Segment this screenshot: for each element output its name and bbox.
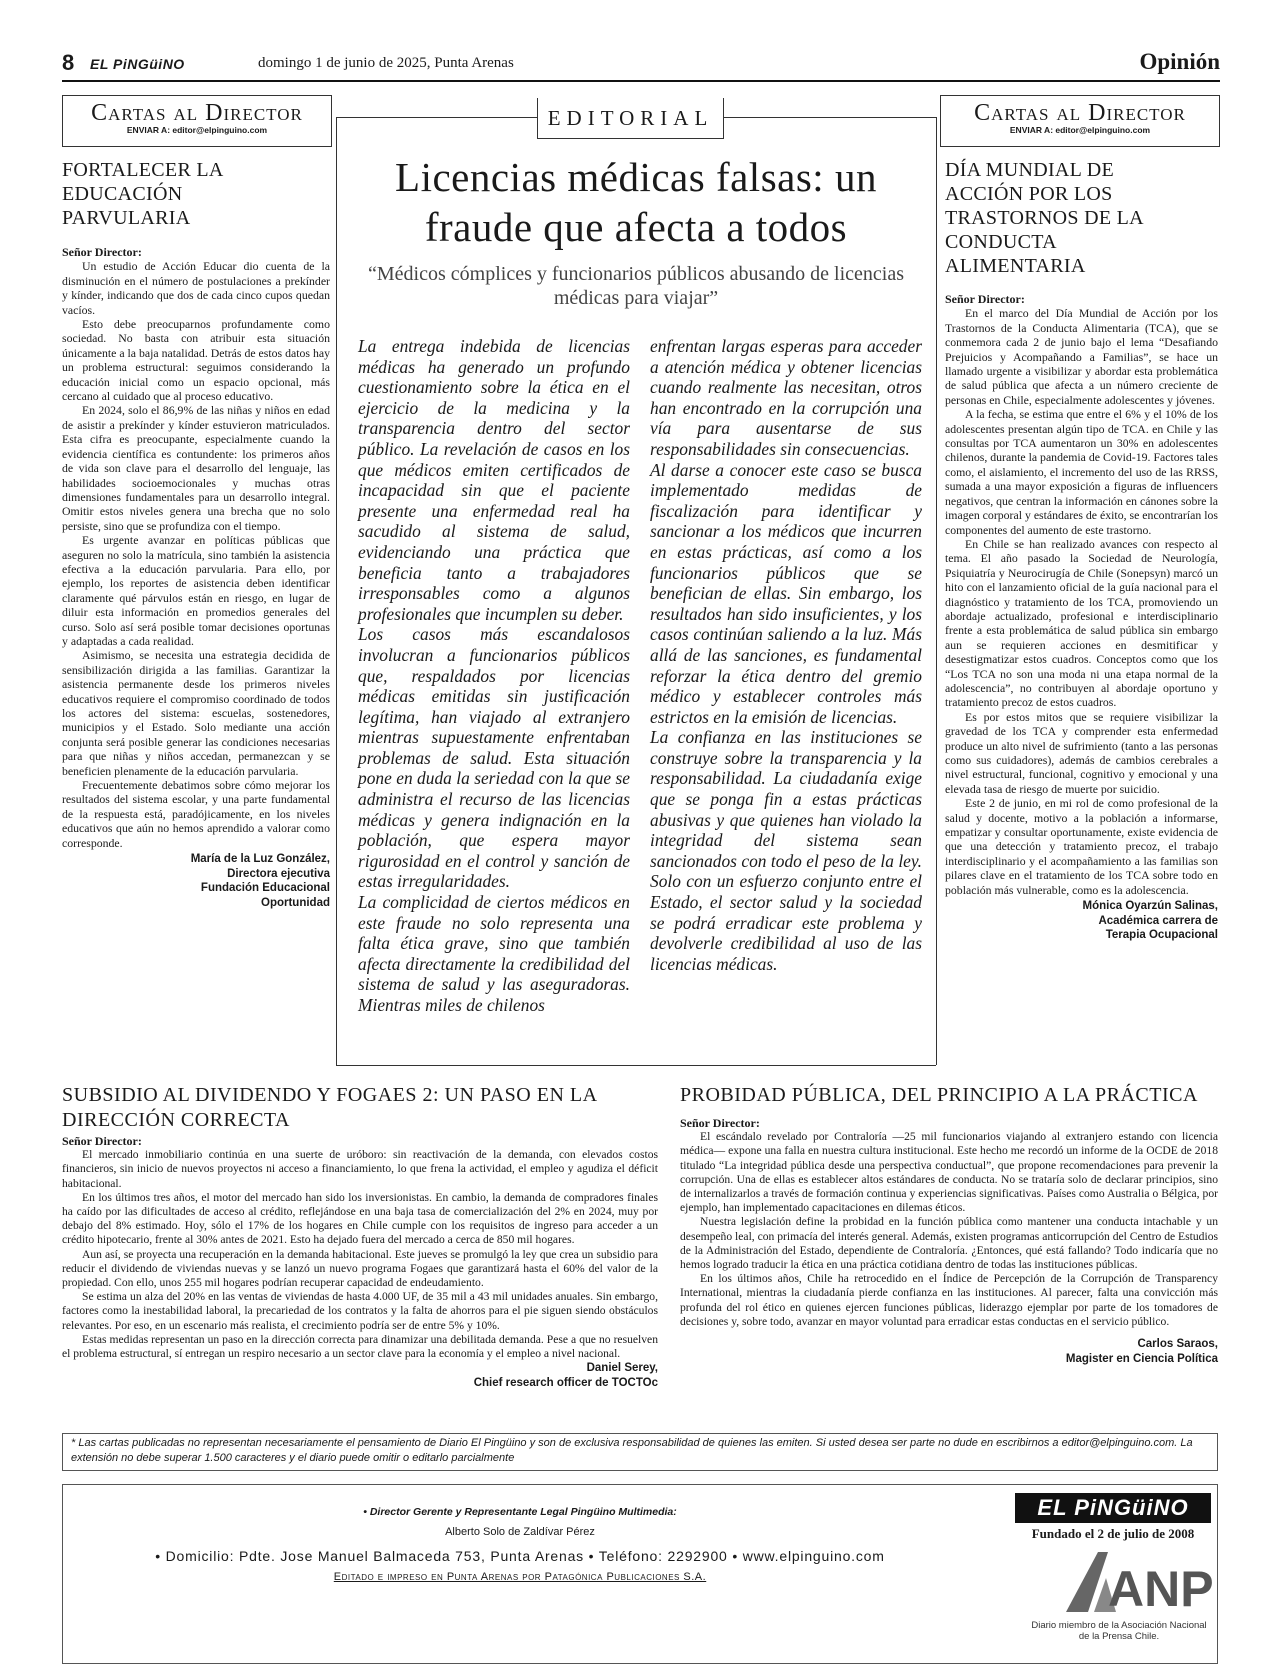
paragraph: enfrentan largas esperas para acceder a atención médica y obtener licencias cuando realmente las necesitan, otros han encontrado en la corrupción una vía para ausentarse de sus responsabilidades sin consecuencias. [650,336,922,459]
cartas-email[interactable]: ENVIAR A: editor@elpinguino.com [1009,125,1151,135]
signature-line: Fundación Educacional [200,882,330,895]
letter-body-right [945,292,1218,943]
paragraph: A la fecha, se estima que entre el 6% y el 10% de los adolescentes presentan algún tipo de TCA. en Chile y las consultas por TCA aumentaron un 30% en adolescentes chilenos, durante la pandemia de Covid-19. Factores tales como, el aislamiento, el incremento del uso de las RRSS, sumada a una mayor exposición a figuras de influencers negativos, que centran la información en cánones sobre la imagen corporal y estándares de éxito, se encontrarían los componentes del aumento de este trastorno. [945,407,1218,537]
paragraph: Esto debe preocuparnos profundamente como sociedad. No basta con atribuir esta situación únicamente a la baja natalidad. Detrás de estos datos hay un problema estructural: seguimos considerando la educación inicial como un espacio opcional, más cercano al cuidado que al proceso educativo. [62,317,330,404]
signature-line: Chief research officer de TOCTOc [473,1376,658,1389]
paragraph: Frecuentemente debatimos sobre cómo mejorar los resultados del sistema escolar, y una parte fundamental de la respuesta está, paradójicamente, en los niveles educativos que aún no hemos aprendido a valorar como corresponde. [62,778,330,850]
editorial-column-1 [358,336,630,1016]
cartas-title: Cartas al Director [974,100,1186,126]
anp-logo-icon [1058,1548,1214,1617]
paragraph: Se estima un alza del 20% en las ventas de viviendas de hasta 4.000 UF, de 35 mil a 43 mil unidades anuales. Sin embargo, factores como la inestabilidad laboral, la precariedad de los contratos y la falta de ahorros para el pie siguen siendo obstáculos relevantes. Por eso, en un escenario más realista, el crecimiento podría ser de entre 5% y 10%. [62,1290,658,1332]
paragraph: Asimismo, se necesita una estrategia decidida de sensibilización dirigida a las familias. Garantizar la asistencia permanente desde los primeros niveles educativos requiere el compromiso coordinado de todos los actores del sistema: escuelas, sostenedores, municipios y el Estado. Solo mediante una acción conjunta será posible generar las condiciones necesarias para que niñas y niños accedan, permanezcan y se beneficien plenamente de la educación parvularia. [62,648,330,778]
salutation: Señor Director: [62,245,142,259]
anp-caption: Diario miembro de la Asociación Nacional de la Prensa Chile. [1031,1620,1207,1642]
paragraph: Es por estos mitos que se requiere visibilizar la gravedad de los TCA y comprender esta enfermedad produce un alto nivel de sufrimiento (tanto a las personas como sus cuidadores), además de cambios cerebrales a nivel estructural, funcional, cognitivo y emocional y una elevada tasa de riesgo de muerte por suicidio. [945,709,1218,796]
editorial-label: EDITORIAL [537,98,724,139]
signature-name: Carlos Saraos, [1137,1338,1218,1351]
signature [945,899,1218,943]
anp-logo-text: ANP [1108,1561,1214,1617]
letter-title: PROBIDAD PÚBLICA, DEL PRINCIPIO A LA PRÁCTICA [680,1084,1198,1106]
signature-name: Mónica Oyarzún Salinas, [1082,900,1218,913]
paragraph: En los últimos años, Chile ha retrocedido en el Índice de Percepción de la Corrupción de Transparency International, mientras la ciudadanía pierde confianza en las instituciones. Al parecer, falta una convicción más profunda del rol ético en quienes ejercen funciones públicas, liderazgo ejemplar por parte de los tomadores de decisiones y, sobre todo, avanzar en mayor voluntad para erradicar estas conductas en el servicio público. [680,1272,1218,1328]
page-header [62,50,1220,82]
paragraph: El escándalo revelado por Contraloría —25 mil funcionarios viajando al extranjero estando con licencia médica— expone una falla en nuestra cultura institucional. Este hecho me recordó un informe de la OCDE de 2018 titulado “La integridad pública desde una perspectiva conductual”, que propone recomendaciones para prevenir la corrupción. Una de ellas es establecer altos estándares de conducta. No se trataría solo de declarar principios, sino de internalizarlos a través de formación continua y experiencias significativas. Países como Australia o Bélgica, por ejemplo, han implementado capacitaciones en dilemas éticos. [680,1130,1218,1215]
paragraph: La entrega indebida de licencias médicas ha generado un profundo cuestionamiento sobre la ética en el ejercicio de la medicina y la transparencia dentro del sector público. La revelación de casos en los que médicos emiten certificados de incapacidad sin que el paciente presente una enfermedad real ha sacudido al sistema de salud, evidenciando una práctica que beneficia tanto a trabajadores irresponsables como a algunos profesionales que incumplen su deber. [358,336,630,624]
issue-date: domingo 1 de junio de 2025, Punta Arenas [258,55,514,71]
letter-title: DÍA MUNDIAL DE ACCIÓN POR LOS TRASTORNOS DE LA CONDUCTA ALIMENTARIA [945,159,1143,277]
cartas-header-left [62,95,332,147]
letter-title: FORTALECER LA EDUCACIÓN PARVULARIA [62,159,223,229]
paragraph: La confianza en las instituciones se construye sobre la transparencia y la responsabilidad. La ciudadanía exige que se ponga fin a estas prácticas abusivas y que quienes han violado la integridad del sistema sean sancionados con todo el peso de la ley. Solo con un esfuerzo conjunto entre el Estado, el sector salud y la sociedad se podrá erradicar este problema y devolverle credibilidad al uso de las licencias médicas. [650,727,922,974]
cartas-email[interactable]: ENVIAR A: editor@elpinguino.com [126,125,268,135]
paragraph: En 2024, solo el 86,9% de las niñas y niños en edad de asistir a prekínder y kínder estuvieron matriculados. Esta cifra es preocupante, especialmente cuando la evidencia científica es contundente: los primeros años de vida son clave para el desarrollo del lenguaje, las habilidades socioemocionales y muchas otras dimensiones fundamentales para un desarrollo integral. Omitir estos niveles genera una brecha que no solo persiste, sino que se profundiza con el tiempo. [62,403,330,533]
paragraph: Es urgente avanzar en políticas públicas que aseguren no solo la matrícula, sino también la asistencia efectiva a la educación parvularia. Para ello, por ejemplo, los reportes de asistencia deben identificar claramente qué párvulos están en riesgo, en lugar de diluir esta información en promedios generales del curso. Solo así será posible tomar decisiones oportunas y adaptadas a cada realidad. [62,533,330,648]
salutation: Señor Director: [945,292,1025,306]
paragraph: Este 2 de junio, en mi rol de como profesional de la salud y docente, motivo a la población a informarse, empatizar y consultar oportunamente, existe evidencia de que una detección y tratamiento precoz, el trabajo interdisciplinario y el acompañamiento a las familias son pilares clave en el tratamiento de los TCA sobre todo en población más vulnerable, como es la adolescencia. [945,796,1218,897]
signature-line: Oportunidad [261,896,330,909]
letter-body-bottom-right [680,1116,1218,1366]
paragraph: La complicidad de ciertos médicos en este fraude no solo representa una falta ética grave, sino que también afecta directamente la credibilidad del sistema de salud y las aseguradoras. Mientras miles de chilenos [358,892,630,1015]
footer-address: • Domicilio: Pdte. Jose Manuel Balmaceda 753, Punta Arenas • Teléfono: 2292900 • www.elpinguino.com [155,1548,885,1564]
signature-name: Daniel Serey, [586,1362,658,1375]
page-number: 8 [62,50,75,75]
disclaimer: * Las cartas publicadas no representan necesariamente el pensamiento de Diario El Pingüino y son de exclusiva responsabilidad de quienes las emiten. Si usted desea ser parte no dude en escribirnos a editor@elpinguino.com. La extensión no debe superar 1.500 caracteres y el diario puede omitir o editarlo parcialmente [62,1433,1218,1471]
footer-director-name: Alberto Solo de Zaldívar Pérez [445,1526,595,1538]
cartas-title: Cartas al Director [91,100,303,126]
paragraph: Estas medidas representan un paso en la dirección correcta para dinamizar una debilitada demanda. Pese a que no resuelven el problema estructural, sí entregan un respiro necesario a un sector clave para la economía y el empleo a nivel nacional. [62,1332,658,1361]
editorial-bottom-rule [336,1065,936,1066]
editorial-left-rule [336,117,337,1065]
paragraph: En los últimos tres años, el motor del mercado han sido los inversionistas. En cambio, la demanda de compradores finales ha caído por las dificultades de acceso al crédito, reflejándose en una baja tasa de comercialización del 2% en 2024, muy por debajo del 8% estimado. Hoy, sólo el 17% de los hogares en Chile cumple con los requisitos de ingreso para acceder a un crédito hipotecario, frente al 30% antes de 2021. Esto ha dejado fuera del mercado a cerca de 850 mil hogares. [62,1190,658,1247]
editorial-title: Licencias médicas falsas: un fraude que afecta a todos [395,154,877,250]
footer-logo: EL PiNGüiNO [1015,1493,1211,1523]
signature-line: Magister en Ciencia Política [1065,1352,1218,1365]
paragraph: Al darse a conocer este caso se busca implementado medidas de fiscalización para identificar y sancionar a los médicos que incurren en estas prácticas, así como a los funcionarios públicos que se benefician de ellas. Sin embargo, los resultados han sido insuficientes, y los casos continúan saliendo a la luz. Más allá de las sanciones, es fundamental reforzar la ética dentro del gremio médico y establecer controles más estrictos en la emisión de licencias. [650,459,922,727]
signature-line: Académica carrera de [1098,914,1218,927]
signature [62,1361,658,1390]
paragraph: En Chile se han realizado avances con respecto al tema. El año pasado la Sociedad de Neurología, Psiquiatría y Neurocirugía de Chile (Sonepsyn) marcó un hito con el lanzamiento oficial de la guía nacional para el diagnóstico y tratamiento de los TCA, promoviendo un abordaje actualizado, profesional e interdisciplinario frente a esta problemática de salud pública sin embargo aun se requieren acciones en desmitificar y desestigmatizar estos cuadros. Conceptos como que los “Los TCA no son una moda ni una etapa normal de la adolescencia”, no contribuyen al abordaje oportuno y tratamiento precoz de estos cuadros. [945,536,1218,710]
letter-body-left [62,245,330,910]
signature-line: Directora ejecutiva [227,867,330,880]
signature [680,1337,1218,1366]
signature-name: María de la Luz González, [190,853,330,866]
footer-founded: Fundado el 2 de julio de 2008 [1031,1526,1195,1541]
paragraph: El mercado inmobiliario continúa en una suerte de uróboro: sin reactivación de la demanda, con elevados costos financieros, sin inicio de nuevos proyectos ni acceso a financiamiento, lo que frena la actividad, el empleo y agudiza el déficit habitacional. [62,1148,658,1190]
salutation: Señor Director: [680,1116,760,1130]
editorial-right-rule [936,117,937,1065]
paragraph: Nuestra legislación define la probidad en la función pública como mantener una conducta intachable y un desempeño leal, con primacía del interés general. Además, existen programas anticorrupción del Centro de Estudios de la Administración del Estado, dependiente de Contraloría. ¿Entonces, qué está fallando? Todo indicaría que no hemos logrado traducir la ética en una práctica cotidiana dentro de todas las instituciones públicas. [680,1215,1218,1272]
editorial-column-2 [650,336,922,974]
paragraph: Los casos más escandalosos involucran a funcionarios públicos que, respaldados por licencias médicas emitidas sin justificación legítima, han viajado al extranjero mientras supuestamente enfrentaban problemas de salud. Esta situación pone en duda la seriedad con la que se administra el recurso de las licencias médicas y genera indignación en la población, que espera mayor rigurosidad en el control y sanción de estas irregularidades. [358,624,630,892]
cartas-header-right [940,95,1220,147]
signature [62,852,330,910]
footer-printed: Editado e impreso en Punta Arenas por Patagónica Publicaciones S.A. [333,1571,707,1583]
editorial-subtitle: “Médicos cómplices y funcionarios públicos abusando de licencias médicas para viajar” [368,263,904,309]
footer-director-label: • Director Gerente y Representante Legal Pingüino Multimedia: [363,1506,677,1518]
paragraph: En el marco del Día Mundial de Acción por los Trastornos de la Conducta Alimentaria (TCA), que se conmemora cada 2 de junio bajo el lema “Desafiando Prejuicios y Acompañando a Familias”, se hace un llamado urgente a visibilizar y abordar esta problemática de salud pública que afecta a un número creciente de personas en Chile, especialmente adolescentes y jóvenes. [945,306,1218,407]
paragraph: Un estudio de Acción Educar dio cuenta de la disminución en el número de postulaciones a prekínder y kínder, indicando que dos de cada cinco cupos quedan vacíos. [62,259,330,317]
signature-line: Terapia Ocupacional [1105,929,1218,942]
salutation: Señor Director: [62,1134,142,1148]
letter-title: SUBSIDIO AL DIVIDENDO Y FOGAES 2: UN PASO EN LA DIRECCIÓN CORRECTA [62,1084,597,1131]
section-title: Opinión [1139,49,1220,74]
newspaper-logo: EL PiNGüiNO [90,56,185,72]
letter-body-bottom-left [62,1134,658,1390]
paragraph: Aun así, se proyecta una recuperación en la demanda habitacional. Este jueves se promulgó la ley que crea un subsidio para reducir el dividendo de viviendas nuevas y se lanzó un nuevo programa Fogaes que garantizará hasta el 60% del valor de la propiedad. Con ello, unos 255 mil hogares podrían recuperar capacidad de endeudamiento. [62,1247,658,1290]
